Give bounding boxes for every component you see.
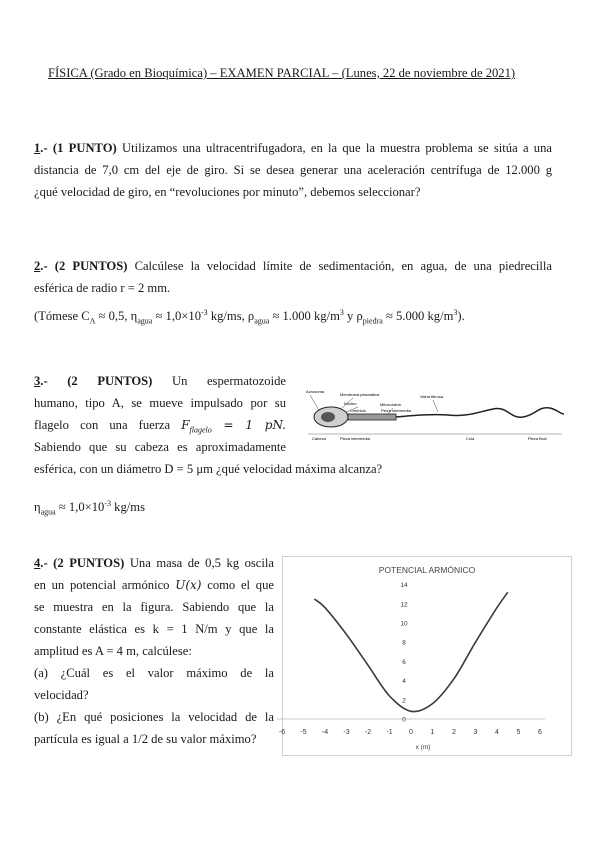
x-tick-label: 6 (538, 729, 542, 736)
force-formula: $F_{flagelo} = 1$ pN. (181, 418, 286, 435)
label-acrosoma: Acrosoma (306, 389, 325, 394)
question-2-data: (Tómese $C_A \approx 0,5$, $\eta_{agua} \approx 1,0\times 10^{-3}$ kg/ms, $\rho_{agua} \approx 1.000$ $kg/m^3$ y $\rho_{piedra} \approx 5.000$ $kg/m^3$). (34, 307, 465, 326)
sperm-tail (396, 408, 564, 417)
x-tick-label: 0 (409, 729, 413, 736)
label-cola: Cola (466, 436, 475, 441)
sperm-nucleus (321, 412, 335, 422)
question-4-part-a: (a) ¿Cuál es el valor máximo de la (34, 666, 274, 680)
question-4-line1: Una masa de 0,5 kg oscila (129, 556, 274, 570)
question-4-line5: amplitud es A = 4 m, calcúlese: (34, 644, 192, 658)
question-4 (34, 552, 274, 750)
label-cabeza: Cabeza (312, 436, 326, 441)
question-3 (34, 370, 286, 458)
x-tick-label: 4 (495, 729, 499, 736)
question-4-part-b: (b) ¿En qué posiciones la velocidad de la (34, 710, 274, 724)
spermatozoon-diagram (298, 384, 568, 446)
label-centriolo: Centriolo (350, 408, 367, 413)
harmonic-potential-chart (278, 556, 572, 756)
question-4-part-b-cont: partícula es igual a 1/2 de su valor máximo? (34, 732, 257, 746)
y-tick-label: 12 (400, 601, 408, 609)
y-tick-label: 10 (400, 620, 408, 628)
question-4-part-a-cont: velocidad? (34, 688, 89, 702)
x-tick-label: 3 (473, 729, 478, 736)
chart-title: POTENCIAL ARMÓNICO (378, 565, 476, 575)
question-3-points: 3.- (2 PUNTOS) (34, 374, 153, 388)
question-2-line1: Calcúlese la velocidad límite de sedimentación, en agua, de una piedrecilla (134, 259, 552, 273)
question-3-line4: Sabiendo que su cabeza es aproximadamente (34, 440, 286, 454)
question-3-viscosity: $\eta_{agua} \approx 1,0\times 10^{-3}$ kg/ms (34, 498, 145, 517)
question-1-points: 1.- (1 PUNTO) (34, 141, 117, 155)
x-tick-label: -3 (343, 729, 350, 736)
x-tick-label: 5 (516, 729, 521, 736)
chart-frame (283, 557, 572, 756)
question-2-points: 2.- (2 PUNTOS) (34, 259, 128, 273)
label-pieza-final: Pieza final (528, 436, 547, 441)
question-1-line3: ¿qué velocidad de giro, en “revoluciones por minuto”, debemos seleccionar? (34, 185, 421, 199)
question-4-line4: constante elástica es k = 1 N/m y que la (34, 622, 274, 636)
y-tick-label: 4 (402, 678, 406, 686)
question-3-line2: humano, tipo A, se mueve impulsado por su (34, 396, 286, 410)
label-nucleo: Núcleo (344, 401, 357, 406)
question-4-line3: se muestra en la figura. Sabiendo que la (34, 600, 274, 614)
x-tick-label: 2 (452, 729, 456, 736)
y-tick-label: 8 (402, 639, 406, 647)
y-tick-label: 2 (402, 697, 406, 705)
x-tick-label: -1 (386, 729, 393, 736)
question-1-line2: distancia de 7,0 cm del eje de giro. Si se desea generar una aceleración centrífuga de 12.000 g (34, 163, 552, 177)
sperm-midpiece (348, 414, 396, 420)
x-tick-label: -6 (278, 729, 286, 736)
chart-xlabel: x (m) (415, 744, 431, 751)
question-2-line2: esférica de radio r = 2 mm. (34, 281, 171, 295)
question-4-line2: en un potencial armónico U(x) como el que (34, 578, 274, 592)
label-mitocondria: Mitocondria (380, 402, 401, 407)
x-tick-label: -4 (321, 729, 329, 736)
question-3-line3: flagelo con una fuerza $F_{flagelo} = 1$ pN. (34, 418, 286, 435)
exam-header: FÍSICA (Grado en Bioquímica) – EXAMEN PARCIAL – (Lunes, 22 de noviembre de 2021) (48, 66, 516, 80)
question-1 (34, 137, 552, 203)
label-cuello: Pieza intermedia (340, 436, 370, 441)
y-tick-label: 14 (400, 582, 408, 590)
label-pieza-intermedia: Pieza intermedia (381, 408, 411, 413)
x-tick-label: -2 (364, 729, 372, 736)
label-membrana: Membrana plasmática (340, 392, 380, 397)
y-tick-label: 6 (402, 658, 406, 666)
question-3-line5: esférica, con un diámetro D = 5 μm ¿qué velocidad máxima alcanza? (34, 462, 383, 476)
label-vaina: Vaina fibrosa (420, 394, 444, 399)
x-tick-label: 1 (430, 729, 435, 736)
question-2 (34, 255, 552, 327)
question-4-points: 4.- (2 PUNTOS) (34, 556, 125, 570)
question-1-line1: Utilizamos una ultracentrifugadora, en la que la muestra problema se sitúa a una (121, 141, 552, 155)
question-3-line1: Un espermatozoide (171, 374, 286, 388)
y-tick-label: 0 (402, 716, 406, 724)
x-tick-label: -5 (300, 729, 307, 736)
